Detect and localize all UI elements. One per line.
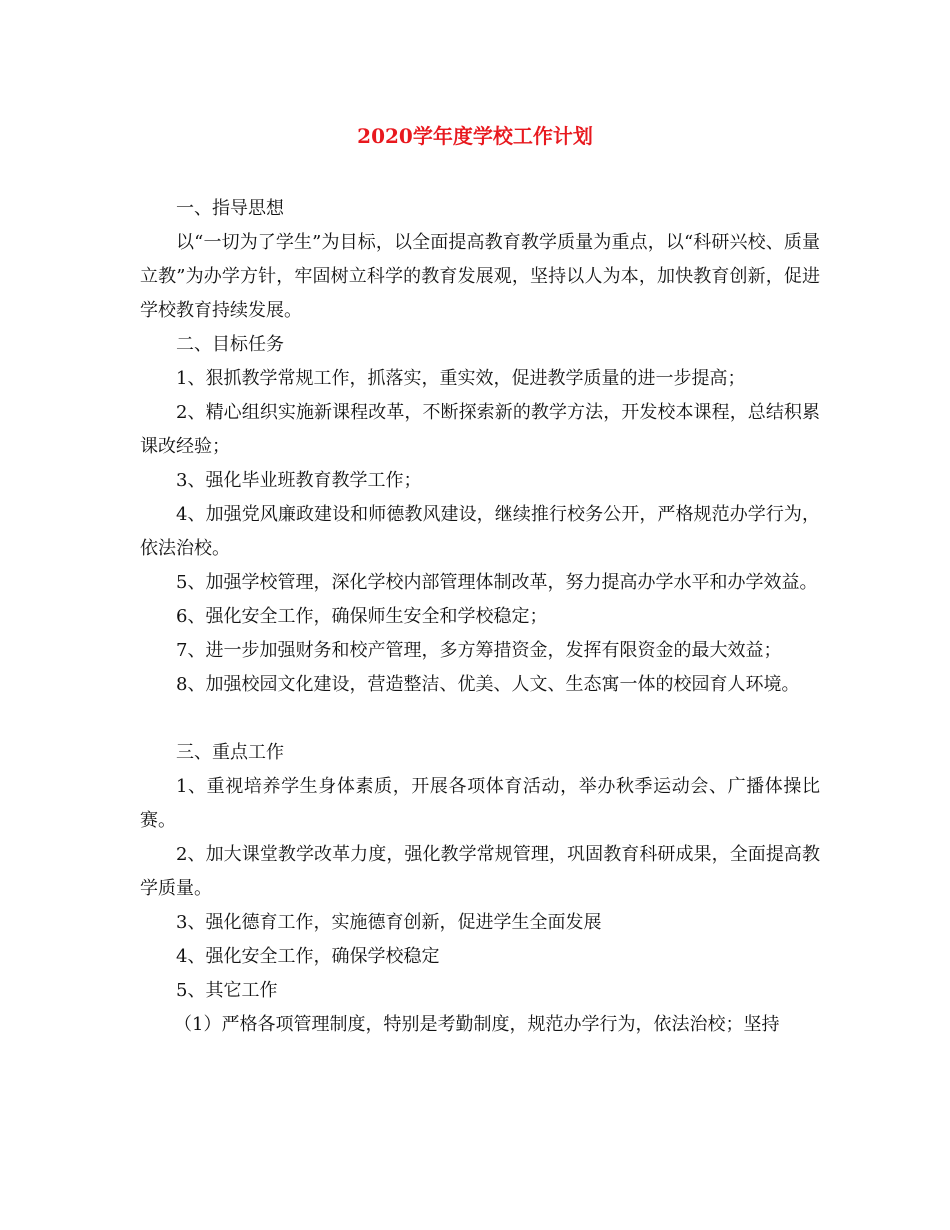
paragraph-guiding-ideology: 以“一切为了学生”为目标，以全面提高教育教学质量为重点，以“科研兴校、质量立教”为办学方针，牢固树立科学的教育发展观，坚持以人为本，加快教育创新，促进学校教育持续发展。 — [140, 232, 820, 321]
goal-item: 1、狠抓教学常规工作，抓落实，重实效，促进教学质量的进一步提高； — [176, 368, 746, 389]
goal-item: 8、加强校园文化建设，营造整洁、优美、人文、生态寓一体的校园育人环境。 — [176, 674, 800, 695]
goal-item: 6、强化安全工作，确保师生安全和学校稳定； — [176, 606, 548, 627]
paragraph-spacer — [140, 702, 820, 736]
document-title: 2020学年度学校工作计划 — [357, 124, 593, 148]
key-work-item: 5、其它工作 — [176, 980, 278, 1001]
section-heading-goals: 二、目标任务 — [176, 334, 284, 355]
goal-item: 7、进一步加强财务和校产管理，多方筹措资金，发挥有限资金的最大效益； — [176, 640, 782, 661]
key-work-item: 4、强化安全工作，确保学校稳定 — [176, 946, 440, 967]
key-work-item: 2、加大课堂教学改革力度，强化教学常规管理，巩固教育科研成果，全面提高教学质量。 — [140, 844, 820, 899]
goal-item: 5、加强学校管理，深化学校内部管理体制改革，努力提高办学水平和办学效益。 — [176, 572, 818, 593]
section-heading-key-work: 三、重点工作 — [176, 742, 284, 763]
document-body — [140, 192, 820, 1042]
goal-item: 4、加强党风廉政建设和师德教风建设，继续推行校务公开，严格规范办学行为，依法治校。 — [140, 504, 820, 559]
key-work-subitem: （1）严格各项管理制度，特别是考勤制度，规范办学行为，依法治校；坚持 — [174, 1014, 780, 1035]
goal-item: 3、强化毕业班教育教学工作； — [176, 470, 422, 491]
key-work-item: 1、重视培养学生身体素质，开展各项体育活动，举办秋季运动会、广播体操比赛。 — [140, 776, 820, 831]
key-work-item: 3、强化德育工作，实施德育创新，促进学生全面发展 — [176, 912, 602, 933]
goal-item: 2、精心组织实施新课程改革，不断探索新的教学方法，开发校本课程，总结积累课改经验； — [140, 402, 820, 457]
section-heading-guiding-ideology: 一、指导思想 — [176, 198, 284, 219]
